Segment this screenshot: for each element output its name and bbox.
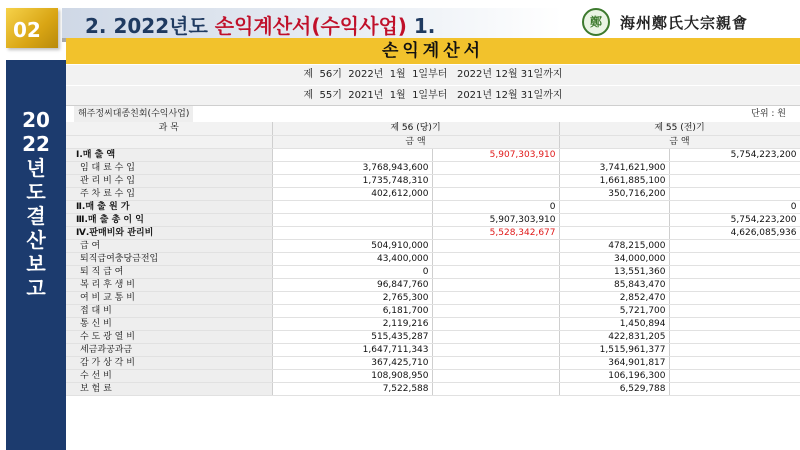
current-period-header: 제 56 (당)기: [272, 122, 559, 135]
prior-total-amount: 5,754,223,200: [669, 213, 800, 226]
row-subject: 주 차 료 수 입: [66, 187, 272, 200]
row-subject: 퇴 직 급 여: [66, 265, 272, 278]
prior-detail-amount: 350,716,200: [559, 187, 669, 200]
prior-total-amount: [669, 382, 800, 395]
prior-total-amount: [669, 239, 800, 252]
sidebar-char: 20: [22, 108, 50, 132]
title-suffix: 1.: [406, 14, 436, 38]
prior-detail-amount: 1,515,961,377: [559, 343, 669, 356]
current-detail-amount: 504,910,000: [272, 239, 432, 252]
sidebar-char: 산: [26, 228, 46, 252]
row-subject: Ⅰ.매 출 액: [66, 148, 272, 161]
table-row: [66, 187, 800, 200]
current-total-amount: [432, 369, 559, 382]
prior-detail-amount: [559, 213, 669, 226]
current-total-amount: [432, 239, 559, 252]
prior-detail-amount: 6,529,788: [559, 382, 669, 395]
title-prefix: 2. 2022년도: [85, 14, 215, 38]
row-subject: 여 비 교 통 비: [66, 291, 272, 304]
current-detail-amount: 96,847,760: [272, 278, 432, 291]
prior-detail-amount: 364,901,817: [559, 356, 669, 369]
row-subject: 복 리 후 생 비: [66, 278, 272, 291]
prior-total-amount: [669, 187, 800, 200]
prior-total-amount: [669, 304, 800, 317]
table-header-row-2: [66, 135, 800, 148]
table-row: [66, 369, 800, 382]
current-amount-header: 금 액: [272, 135, 559, 148]
prior-period-header: 제 55 (전)기: [559, 122, 800, 135]
table-row: [66, 226, 800, 239]
prior-detail-amount: 85,843,470: [559, 278, 669, 291]
current-detail-amount: [272, 213, 432, 226]
prior-detail-amount: [559, 148, 669, 161]
current-total-amount: [432, 304, 559, 317]
clan-seal-icon: 鄭: [582, 8, 610, 36]
sidebar-char: 년: [26, 156, 46, 180]
prior-total-amount: [669, 265, 800, 278]
table-row: [66, 200, 800, 213]
current-detail-amount: 43,400,000: [272, 252, 432, 265]
prior-total-amount: 5,754,223,200: [669, 148, 800, 161]
current-total-amount: [432, 317, 559, 330]
current-total-amount: [432, 356, 559, 369]
current-total-amount: [432, 161, 559, 174]
period-current: 제 56기 2022년 1월 1일부터 2022년 12월 31일까지: [66, 65, 800, 85]
row-subject: 세금과공과금: [66, 343, 272, 356]
current-total-amount: [432, 291, 559, 304]
current-detail-amount: 367,425,710: [272, 356, 432, 369]
current-detail-amount: [272, 226, 432, 239]
row-subject: 급 여: [66, 239, 272, 252]
current-detail-amount: 1,735,748,310: [272, 174, 432, 187]
sidebar-char: 22: [22, 132, 50, 156]
sidebar-char: 보: [26, 252, 46, 276]
row-subject: 수 선 비: [66, 369, 272, 382]
table-row: [66, 213, 800, 226]
prior-detail-amount: 1,661,885,100: [559, 174, 669, 187]
current-total-amount: [432, 174, 559, 187]
organization-name: 해주정씨대종친회(수익사업): [74, 106, 193, 122]
current-total-amount: [432, 187, 559, 200]
prior-detail-amount: 5,721,700: [559, 304, 669, 317]
table-row: [66, 148, 800, 161]
sidebar: [6, 60, 66, 450]
current-detail-amount: 2,765,300: [272, 291, 432, 304]
title-highlight: 손익계산서(수익사업): [214, 14, 407, 38]
current-detail-amount: 3,768,943,600: [272, 161, 432, 174]
prior-total-amount: [669, 278, 800, 291]
row-subject: 임 대 료 수 입: [66, 161, 272, 174]
section-number: 02: [13, 18, 41, 42]
table-row: [66, 343, 800, 356]
table-row: [66, 252, 800, 265]
prior-total-amount: 4,626,085,936: [669, 226, 800, 239]
table-row: [66, 161, 800, 174]
current-total-amount: [432, 382, 559, 395]
prior-total-amount: [669, 174, 800, 187]
prior-total-amount: 0: [669, 200, 800, 213]
current-detail-amount: 7,522,588: [272, 382, 432, 395]
row-subject: 감 가 상 각 비: [66, 356, 272, 369]
subject-header-blank: [66, 135, 272, 148]
prior-total-amount: [669, 291, 800, 304]
row-subject: 퇴직급여충당금전입: [66, 252, 272, 265]
prior-total-amount: [669, 356, 800, 369]
row-subject: Ⅱ.매 출 원 가: [66, 200, 272, 213]
prior-detail-amount: 478,215,000: [559, 239, 669, 252]
current-detail-amount: 2,119,216: [272, 317, 432, 330]
prior-total-amount: [669, 252, 800, 265]
current-detail-amount: 0: [272, 265, 432, 278]
current-detail-amount: 402,612,000: [272, 187, 432, 200]
prior-total-amount: [669, 369, 800, 382]
current-total-amount: 5,907,303,910: [432, 148, 559, 161]
prior-detail-amount: 1,450,894: [559, 317, 669, 330]
row-subject: 접 대 비: [66, 304, 272, 317]
current-detail-amount: 1,647,711,343: [272, 343, 432, 356]
period-prior: 제 55기 2021년 1월 1일부터 2021년 12월 31일까지: [66, 86, 800, 106]
current-total-amount: 5,907,303,910: [432, 213, 559, 226]
prior-detail-amount: [559, 200, 669, 213]
current-total-amount: [432, 278, 559, 291]
prior-detail-amount: 13,551,360: [559, 265, 669, 278]
page-title: [85, 10, 435, 39]
row-subject: 보 험 료: [66, 382, 272, 395]
current-detail-amount: 108,908,950: [272, 369, 432, 382]
prior-total-amount: [669, 330, 800, 343]
statement-title-band: [66, 38, 800, 64]
section-number-badge: [6, 8, 58, 48]
row-subject: 통 신 비: [66, 317, 272, 330]
row-subject: 관 리 비 수 입: [66, 174, 272, 187]
table-row: [66, 382, 800, 395]
table-row: [66, 174, 800, 187]
prior-detail-amount: 34,000,000: [559, 252, 669, 265]
row-subject: 수 도 광 열 비: [66, 330, 272, 343]
statement-meta: [66, 106, 800, 122]
current-total-amount: [432, 330, 559, 343]
income-statement: [66, 38, 800, 450]
sidebar-label: [6, 108, 66, 300]
table-row: [66, 278, 800, 291]
current-detail-amount: 6,181,700: [272, 304, 432, 317]
sidebar-char: 고: [26, 276, 46, 300]
current-detail-amount: [272, 200, 432, 213]
table-row: [66, 356, 800, 369]
row-subject: Ⅲ.매 출 총 이 익: [66, 213, 272, 226]
prior-detail-amount: 3,741,621,900: [559, 161, 669, 174]
unit-label: 단위 : 원: [751, 109, 786, 119]
table-row: [66, 330, 800, 343]
prior-total-amount: [669, 161, 800, 174]
prior-total-amount: [669, 343, 800, 356]
current-total-amount: [432, 265, 559, 278]
table-row: [66, 317, 800, 330]
clan-logo: [580, 6, 790, 38]
clan-name: 海州鄭氏大宗親會: [620, 14, 749, 32]
current-detail-amount: [272, 148, 432, 161]
table-header-row-1: [66, 122, 800, 135]
current-total-amount: 0: [432, 200, 559, 213]
current-detail-amount: 515,435,287: [272, 330, 432, 343]
prior-detail-amount: 422,831,205: [559, 330, 669, 343]
table-row: [66, 291, 800, 304]
prior-amount-header: 금 액: [559, 135, 800, 148]
table-row: [66, 239, 800, 252]
subject-header: 과 목: [66, 122, 272, 135]
current-total-amount: [432, 252, 559, 265]
prior-detail-amount: 2,852,470: [559, 291, 669, 304]
sidebar-char: 결: [26, 204, 46, 228]
prior-total-amount: [669, 317, 800, 330]
sidebar-char: 도: [26, 180, 46, 204]
statement-title: 손익계산서: [381, 41, 485, 61]
prior-detail-amount: 106,196,300: [559, 369, 669, 382]
current-total-amount: 5,528,342,677: [432, 226, 559, 239]
table-row: [66, 304, 800, 317]
income-table: [66, 122, 800, 396]
table-row: [66, 265, 800, 278]
current-total-amount: [432, 343, 559, 356]
prior-detail-amount: [559, 226, 669, 239]
row-subject: Ⅳ.판매비와 관리비: [66, 226, 272, 239]
